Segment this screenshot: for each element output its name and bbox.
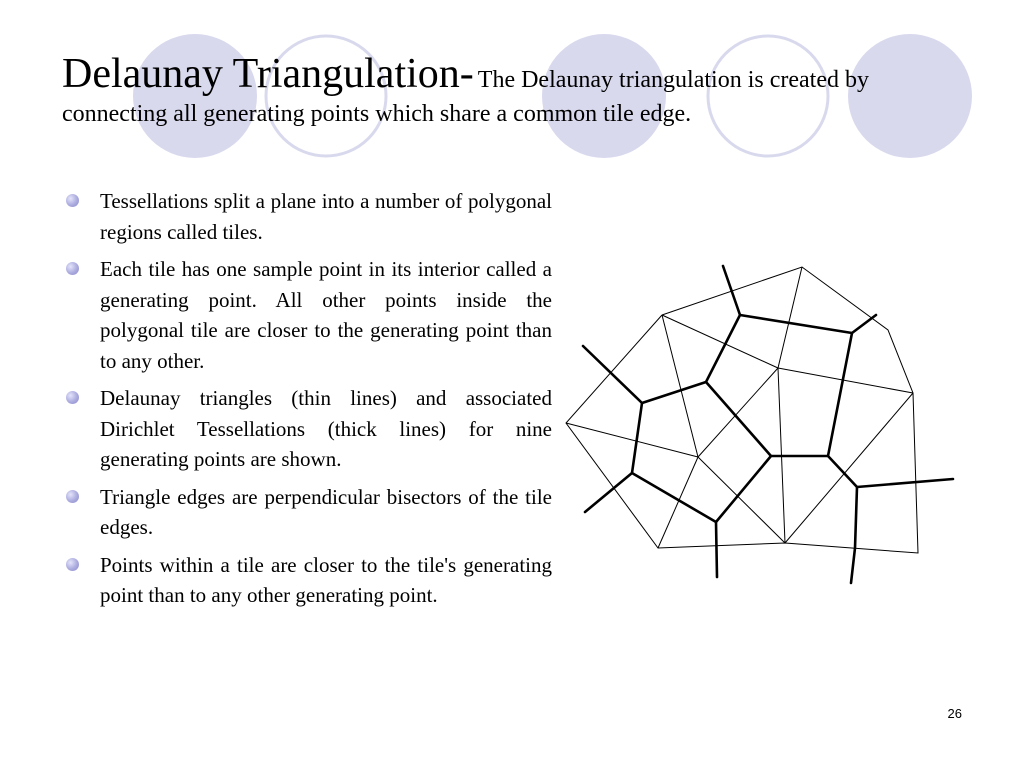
delaunay-triangles — [566, 267, 918, 553]
bullet-list — [62, 186, 552, 618]
delaunay-figure — [560, 255, 970, 595]
bullet-text: Triangle edges are perpendicular bisectors of the tile edges. — [100, 484, 552, 539]
list-item — [62, 550, 552, 611]
slide-title — [62, 50, 962, 128]
list-item — [62, 383, 552, 475]
list-item — [62, 254, 552, 376]
bullet-text: Each tile has one sample point in its interior called a generating point. All other points inside the polygonal tile are closer to the generating point than to any other. — [100, 257, 552, 373]
title-subtitle: The Delaunay triangulation is created by connecting all generating points which share a common tile edge. — [62, 67, 869, 127]
bullet-icon — [66, 558, 79, 571]
list-item — [62, 186, 552, 247]
bullet-icon — [66, 490, 79, 503]
list-item — [62, 482, 552, 543]
bullet-text: Delaunay triangles (thin lines) and associated Dirichlet Tessellations (thick lines) for nine generating points are shown. — [100, 386, 552, 471]
bullet-text: Tessellations split a plane into a number of polygonal regions called tiles. — [100, 189, 552, 244]
bullet-icon — [66, 262, 79, 275]
dirichlet-tessellation — [583, 266, 953, 583]
bullet-icon — [66, 391, 79, 404]
page-number: 26 — [947, 706, 962, 721]
bullet-text: Points within a tile are closer to the tile's generating point than to any other generating point. — [100, 552, 552, 607]
title-main: Delaunay Triangulation- — [62, 51, 474, 97]
bullet-icon — [66, 194, 79, 207]
